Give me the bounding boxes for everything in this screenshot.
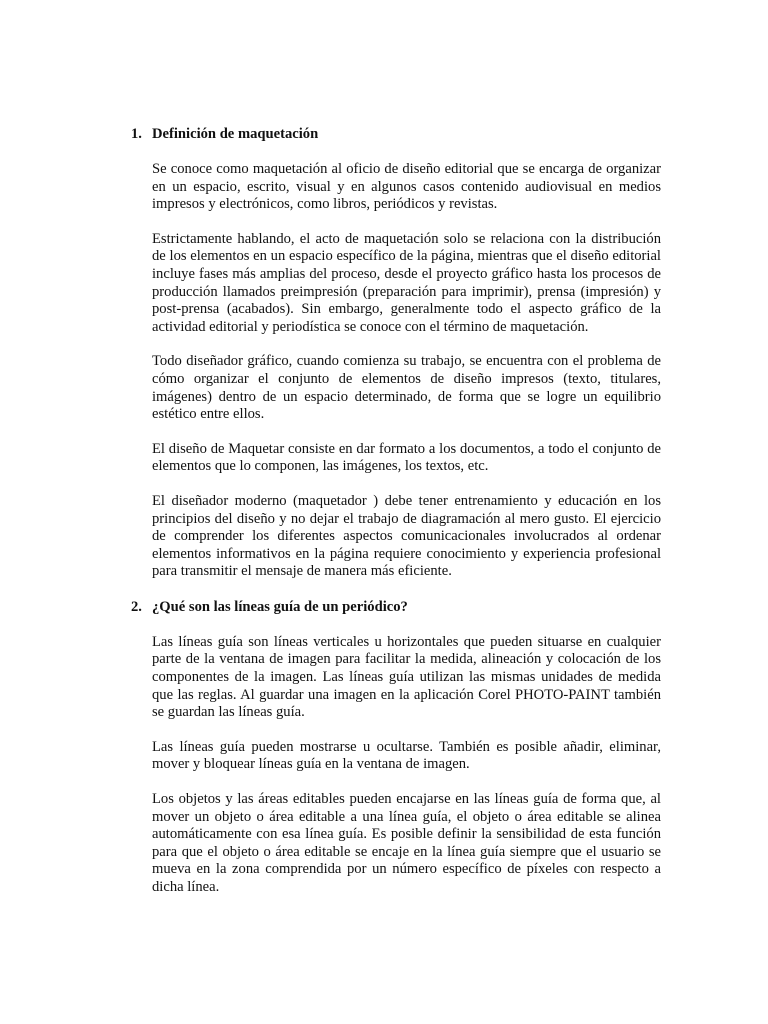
paragraph: El diseñador moderno (maquetador ) debe tener entrenamiento y educación en los principios del diseño y no dejar el trabajo de diagramación al mero gusto. El ejercicio de comprender los diferentes aspectos comunicacionales involucrados al ordenar elementos informativos en la página requiere conocimiento y experiencia profesional para transmitir el mensaje de manera más eficiente. xyxy=(152,492,661,580)
section-heading xyxy=(131,125,661,143)
paragraph: Los objetos y las áreas editables pueden encajarse en las líneas guía de forma que, al mover un objeto o área editable a una línea guía, el objeto o área editable se alinea automáticamente con esa línea guía. Es posible definir la sensibilidad de esta función para que el objeto o área editable se encaje en la línea guía siempre que el usuario se mueva en la zona comprendida por un número específico de píxeles con respecto a dicha línea. xyxy=(152,791,661,895)
section-heading xyxy=(131,598,661,616)
section-definicion-maquetacion xyxy=(131,125,661,581)
section-number: 1. xyxy=(131,126,142,142)
section-title: Definición de maquetación xyxy=(152,126,319,142)
paragraph: Se conoce como maquetación al oficio de diseño editorial que se encarga de organizar en un espacio, escrito, visual y en algunos casos contenido audiovisual en medios impresos y electrónicos, como libros, periódicos y revistas. xyxy=(152,161,661,213)
paragraph: Las líneas guía pueden mostrarse u ocultarse. También es posible añadir, eliminar, mover y bloquear líneas guía en la ventana de imagen. xyxy=(152,738,661,773)
paragraph: Las líneas guía son líneas verticales u horizontales que pueden situarse en cualquier parte de la ventana de imagen para facilitar la medida, alineación y colocación de los componentes de la imagen. Las líneas guía utilizan las mismas unidades de medida que las reglas. Al guardar una imagen en la aplicación Corel PHOTO-PAINT también se guardan las líneas guía. xyxy=(152,633,661,721)
section-lineas-guia xyxy=(131,598,661,897)
section-title: ¿Qué son las líneas guía de un periódico? xyxy=(152,598,408,615)
paragraph: El diseño de Maquetar consiste en dar formato a los documentos, a todo el conjunto de elementos que lo componen, las imágenes, los textos, etc. xyxy=(152,440,661,475)
section-number: 2. xyxy=(131,598,142,615)
document-content xyxy=(131,125,661,914)
paragraph: Estrictamente hablando, el acto de maquetación solo se relaciona con la distribución de los elementos en un espacio específico de la página, mientras que el diseño editorial incluye fases más amplias del proceso, desde el proyecto gráfico hasta los procesos de producción llamados preimpresión (preparación para imprimir), prensa (impresión) y post-prensa (acabados). Sin embargo, generalmente todo el aspecto gráfico de la actividad editorial y periodística se conoce con el término de maquetación. xyxy=(152,230,661,335)
paragraph: Todo diseñador gráfico, cuando comienza su trabajo, se encuentra con el problema de cómo organizar el conjunto de elementos de diseño impresos (texto, titulares, imágenes) dentro de un espacio determinado, de forma que se logre un equilibrio estético entre ellos. xyxy=(152,353,661,423)
